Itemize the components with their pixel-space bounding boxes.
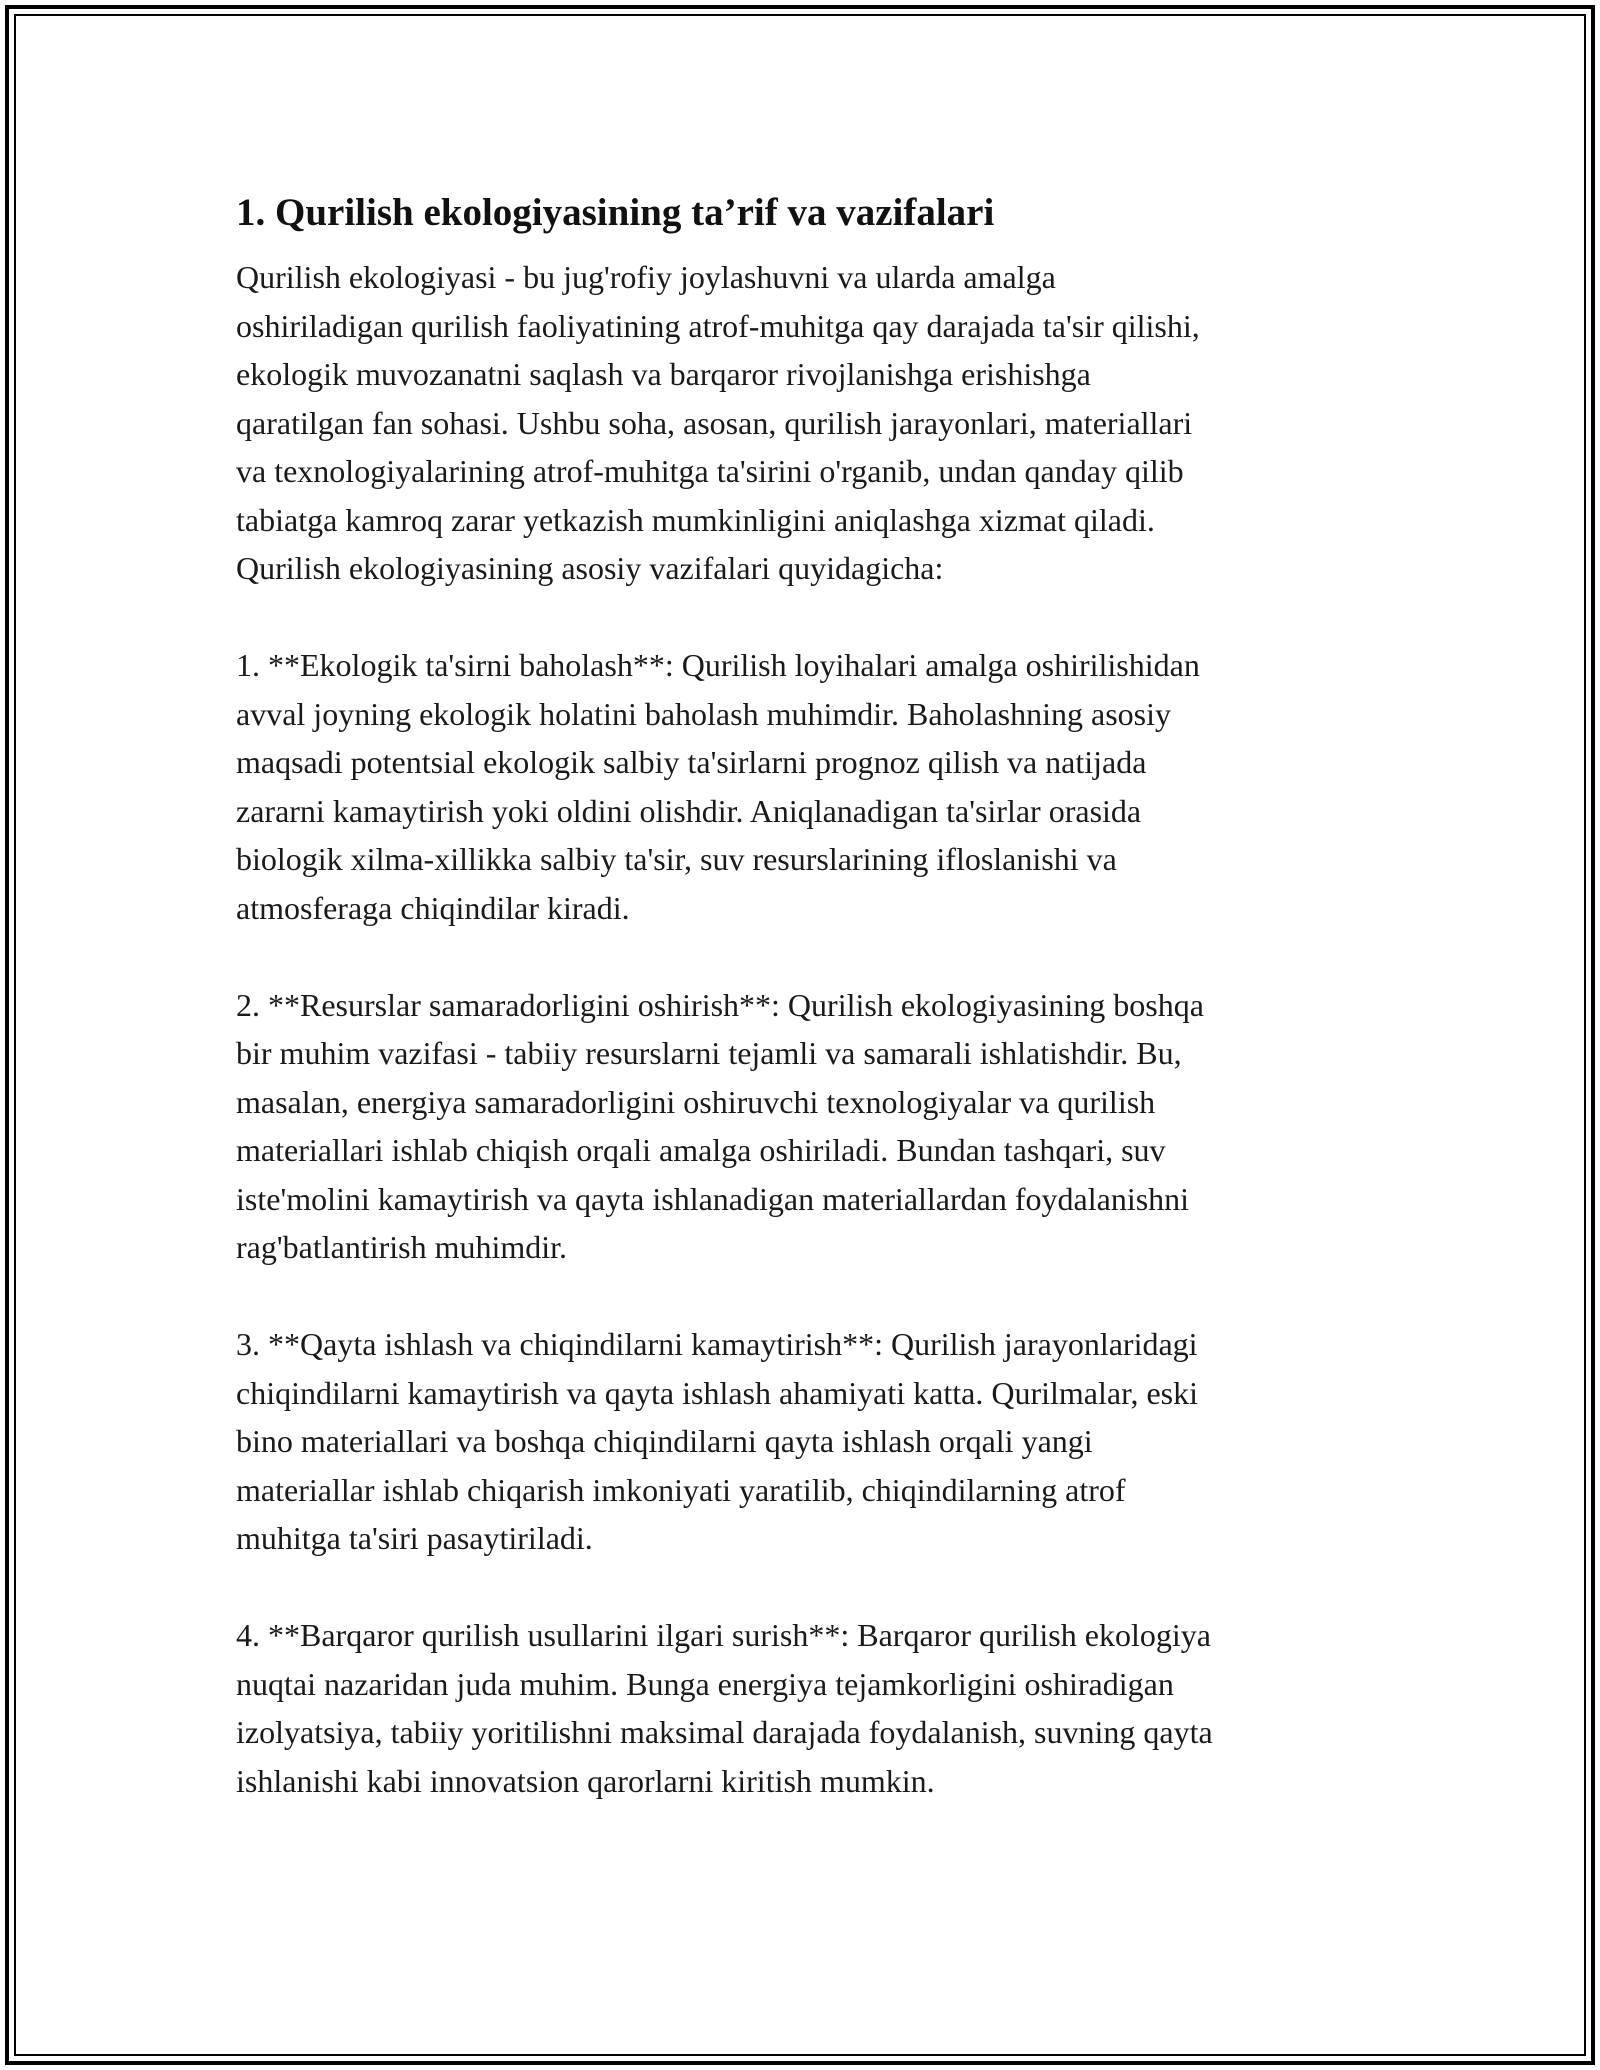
document-body (236, 185, 1386, 1854)
item-2-paragraph: 2. **Resurslar samaradorligini oshirish**: Qurilish ekologiyasining boshqa bir muhim vazifasi - tabiiy resurslarni tejamli va samarali ishlatishdir. Bu, masalan, energiya samaradorligini oshiruvchi texnologiyalar va qurilish materiallari ishlab chiqish orqali amalga oshiriladi. Bundan tashqari, suv iste'molini kamaytirish va qayta ishlanadigan materiallardan foydalanishni rag'batlantirish muhimdir. (236, 986, 1204, 1265)
item-3-paragraph: 3. **Qayta ishlash va chiqindilarni kamaytirish**: Qurilish jarayonlaridagi chiqindilarni kamaytirish va qayta ishlash ahamiyati katta. Qurilmalar, eski bino materiallari va boshqa chiqindilarni qayta ishlash orqali yangi materiallar ishlab chiqarish imkoniyati yaratilib, chiqindilarning atrof muhitga ta'siri pasaytiriladi. (236, 1326, 1198, 1556)
item-1-paragraph: 1. **Ekologik ta'sirni baholash**: Qurilish loyihalari amalga oshirilishidan avval joyning ekologik holatini baholash muhimdir. Baholashning asosiy maqsadi potentsial ekologik salbiy ta'sirlarni prognoz qilish va natijada zararni kamaytirish yoki oldini olishdir. Aniqlanadigan ta'sirlar orasida biologik xilma-xillikka salbiy ta'sir, suv resurslarining ifloslanishi va atmosferaga chiqindilar kiradi. (236, 647, 1200, 926)
intro-paragraph: Qurilish ekologiyasi - bu jug'rofiy joylashuvni va ularda amalga oshiriladigan qurilish faoliyatining atrof-muhitga qay darajada ta'sir qilishi, ekologik muvozanatni saqlash va barqaror rivojlanishga erishishga qaratilgan fan sohasi. Ushbu soha, asosan, qurilish jarayonlari, materiallari va texnologiyalarining atrof-muhitga ta'sirini o'rganib, undan qanday qilib tabiatga kamroq zarar yetkazish mumkinligini aniqlashga xizmat qiladi. Qurilish ekologiyasining asosiy vazifalari quyidagicha: (236, 259, 1200, 586)
item-4-paragraph: 4. **Barqaror qurilish usullarini ilgari surish**: Barqaror qurilish ekologiya nuqtai nazaridan juda muhim. Bunga energiya tejamkorligini oshiradigan izolyatsiya, tabiiy yoritilishni maksimal darajada foydalanish, suvning qayta ishlanishi kabi innovatsion qarorlarni kiritish mumkin. (236, 1617, 1213, 1799)
document-title: 1. Qurilish ekologiyasining ta’rif va vazifalari (236, 191, 995, 234)
